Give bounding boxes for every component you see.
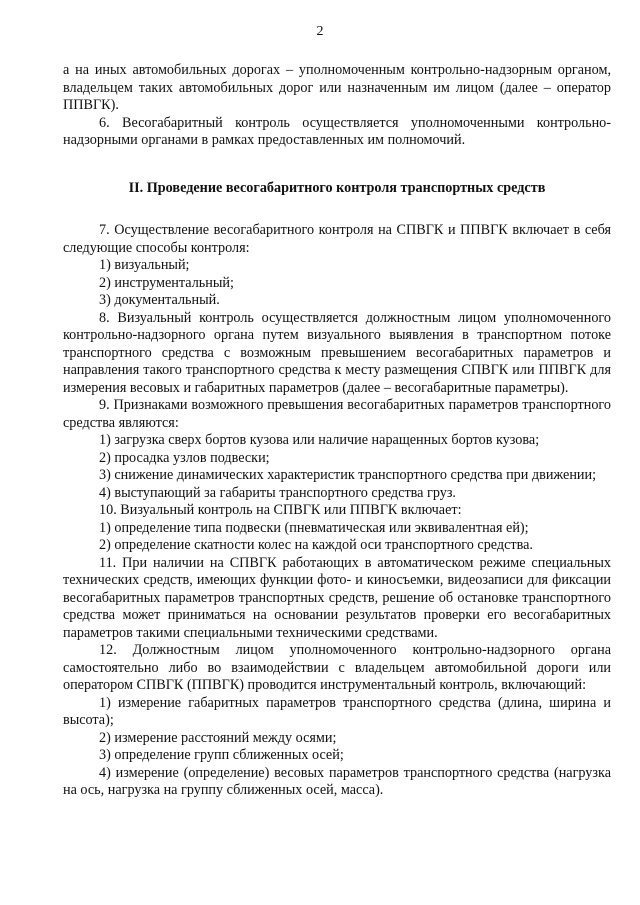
list-item: 1) загрузка сверх бортов кузова или наличие наращенных бортов кузова; bbox=[99, 432, 540, 448]
list-item: 2) определение скатности колес на каждой оси транспортного средства. bbox=[99, 537, 533, 553]
section-title: II. Проведение весогабаритного контроля транспортных средств bbox=[128, 179, 546, 196]
list-item: 1) визуальный; bbox=[99, 257, 190, 273]
document-body bbox=[63, 62, 611, 800]
page-number: 2 bbox=[316, 24, 324, 39]
paragraph: 8. Визуальный контроль осуществляется должностным лицом уполномоченного контрольно-надзорного органа путем визуального выявления в транспортном потоке транспортного средства с возможным превышением весогабаритных параметров и направления такого транспортного средства к месту размещения СПВГК или ППВГК для измерения весовых и габаритных параметров (далее – весогабаритные параметры). bbox=[63, 309, 611, 396]
list-item: 1) измерение габаритных параметров транспортного средства (длина, ширина и высота); bbox=[63, 694, 611, 728]
paragraph: 6. Весогабаритный контроль осуществляется уполномоченными контрольно-надзорными органами в рамках предоставленных им полномочий. bbox=[63, 114, 611, 148]
paragraph: 10. Визуальный контроль на СПВГК или ППВГК включает: bbox=[99, 502, 462, 518]
paragraph: 11. При наличии на СПВГК работающих в автоматическом режиме специальных технических средств, имеющих функции фото- и киносъемки, видеозаписи для фиксации весогабаритных параметров транспортных средств, решение об остановке транспортного средства может приниматься на основании результатов проверки его весогабаритных параметров такими специальными техническими средствами. bbox=[63, 554, 611, 641]
list-item: 3) определение групп сближенных осей; bbox=[99, 747, 344, 763]
list-item: 3) документальный. bbox=[99, 292, 220, 308]
list-item: 3) снижение динамических характеристик транспортного средства при движении; bbox=[99, 467, 597, 483]
paragraph: а на иных автомобильных дорогах – уполномоченным контрольно-надзорным органом, владельцем таких автомобильных дорог или назначенным им лицом (далее – оператор ППВГК). bbox=[63, 62, 611, 113]
list-item: 2) просадка узлов подвески; bbox=[99, 449, 270, 466]
paragraph: 7. Осуществление весогабаритного контроля на СПВГК и ППВГК включает в себя следующие способы контроля: bbox=[63, 222, 611, 256]
list-item: 2) измерение расстояний между осями; bbox=[99, 729, 337, 746]
list-item: 4) выступающий за габариты транспортного средства груз. bbox=[99, 484, 456, 501]
list-item: 4) измерение (определение) весовых параметров транспортного средства (нагрузка на ось, нагрузка на группу сближенных осей, масса). bbox=[63, 764, 611, 798]
list-item: 2) инструментальный; bbox=[99, 274, 234, 291]
paragraph: 9. Признаками возможного превышения весогабаритных параметров транспортного средства являются: bbox=[63, 397, 611, 431]
paragraph: 12. Должностным лицом уполномоченного контрольно-надзорного органа самостоятельно либо во взаимодействии с владельцем автомобильной дороги или оператором СПВГК (ППВГК) проводится инструментальный контроль, включающий: bbox=[63, 642, 611, 693]
list-item: 1) определение типа подвески (пневматическая или эквивалентная ей); bbox=[99, 519, 529, 536]
